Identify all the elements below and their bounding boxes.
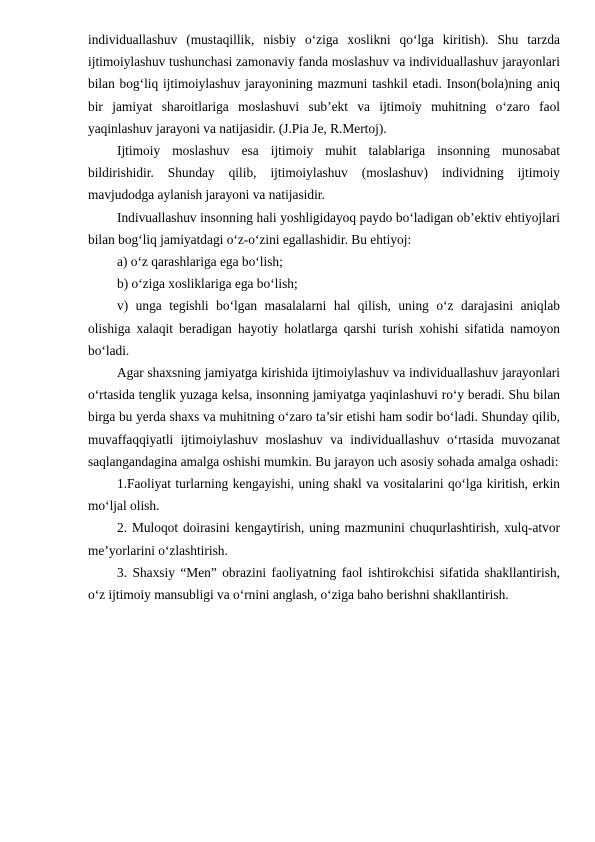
numbered-item-3: 3. Shaxsiy “Men” obrazini faoliyatning faol ishtirokchisi sifatida shakllantirish, o‘z ijtimoiy mansubligi va o‘rnini anglash, o‘ziga baho berishni shakllantirish. <box>88 564 560 603</box>
document-body <box>88 29 560 606</box>
paragraph-3: Indivuallashuv insonning hali yoshligidayoq paydo bo‘ladigan ob’ektiv ehtiyojlari bilan bog‘liq jamiyatdagi o‘z-o‘zini egallashidir. Bu ehtiyoj: <box>88 209 560 247</box>
numbered-item-2: 2. Muloqot doirasini kengaytirish, uning mazmunini chuqurlashtirish, xulq-atvor me’yorlarini o‘zlashtirish. <box>88 520 560 558</box>
paragraph-2: Ijtimoiy moslashuv esa ijtimoiy muhit talablariga insonning munosabat bildirishidir. Shunday qilib, ijtimoiylashuv (moslashuv) individning ijtimoiy mavjudodga aylanish jarayoni va natijasidir. <box>88 143 560 203</box>
numbered-item-1: 1.Faoliyat turlarning kengayishi, uning shakl va vositalarini qo‘lga kiritish, erkin mo‘ljal olish. <box>88 476 560 514</box>
paragraph-1: individuallashuv (mustaqillik, nisbiy o‘ziga xoslikni qo‘lga kiritish). Shu tarzda ijtimoiylashuv tushunchasi zamonaviy fanda moslashuv va individuallashuv jarayonlari bilan bog‘liq ijtimoiylashuv jarayonining mazmuni tashkil etadi. Inson(bola)ning aniq bir jamiyat sharoitlariga moslashuvi sub’ekt va ijtimoiy muhitning o‘zaro faol yaqinlashuv jarayoni va natijasidir. (J.Pia Je, R.Mertoj). <box>88 32 560 136</box>
paragraph-4: Agar shaxsning jamiyatga kirishida ijtimoiylashuv va individuallashuv jarayonlari o‘rtasida tenglik yuzaga kelsa, insonning jamiyatga yaqinlashuvi ro‘y beradi. Shu bilan birga bu yerda shaxs va muhitning o‘zaro ta’sir etishi ham sodir bo‘ladi. Shunday qilib, muvaffaqqiyatli ijtimoiylashuv moslashuv va individuallashuv o‘rtasida muvozanat saqlangandagina amalga oshishi mumkin. Bu jarayon uch asosiy sohada amalga oshadi: <box>88 365 560 469</box>
list-item-b: b) o‘ziga xosliklariga ega bo‘lish; <box>117 276 298 292</box>
list-item-v: v) unga tegishli bo‘lgan masalalarni hal qilish, uning o‘z darajasini aniqlab olishiga xalaqit beradigan hayotiy holatlarga qarshi turish xohishi sifatida namoyon bo‘ladi. <box>88 298 560 358</box>
list-item-a: a) o‘z qarashlariga ega bo‘lish; <box>117 254 283 270</box>
